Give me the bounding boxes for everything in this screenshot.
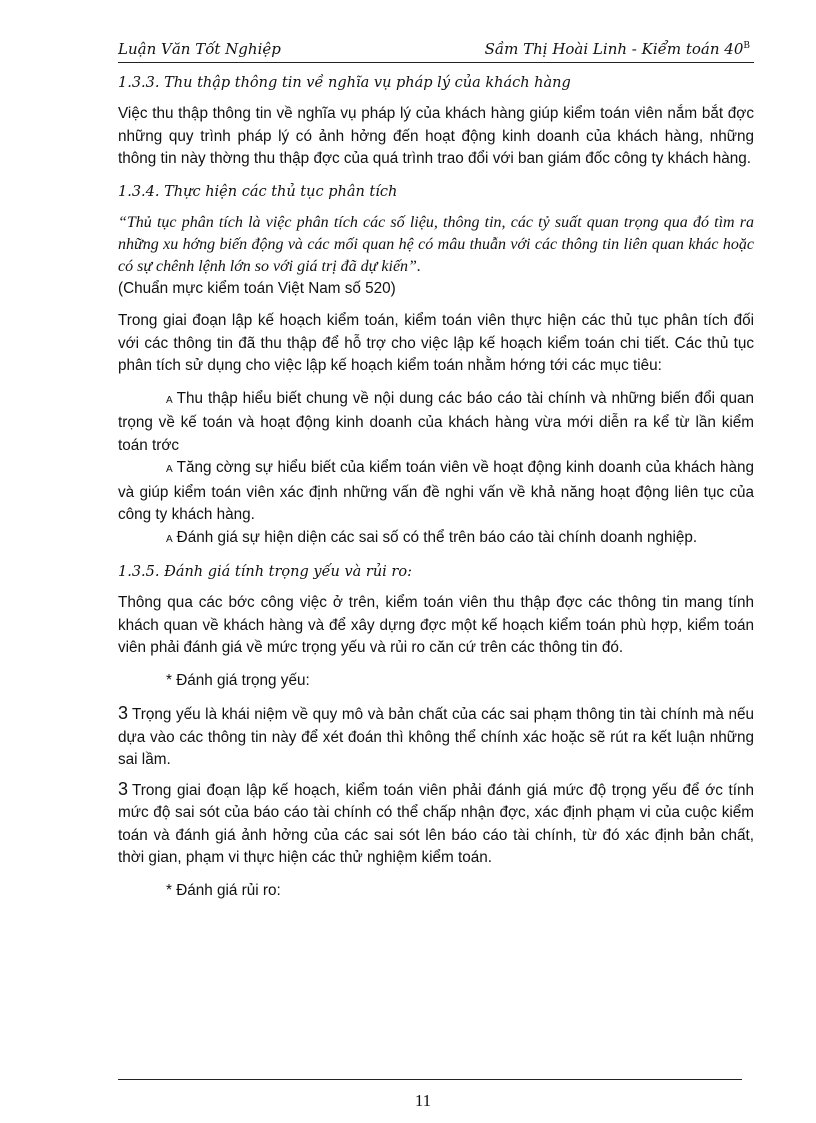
header-author-text: Sầm Thị Hoài Linh - Kiểm toán 40	[484, 40, 744, 58]
section-heading-1-3-3: 1.3.3. Thu thập thông tin về nghĩa vụ pháp lý của khách hàng	[118, 75, 571, 91]
paragraph-text: Trọng yếu là khái niệm về quy mô và bản chất của các sai phạm thông tin tài chính mà nếu dựa vào các thông tin này để xét đoán thì không thể chính xác hoặc sẽ rút ra kết luận những sai lầm.	[118, 706, 754, 768]
header-thesis-label: Luận Văn Tốt Nghiệp	[118, 40, 281, 58]
paragraph: Thông qua các bớc công việc ở trên, kiểm toán viên thu thập đợc các thông tin mang tính khách quan về khách hàng và để xây dựng đợc một kế hoạch kiểm toán phù hợp, kiểm toán viên phải đánh giá về mức trọng yếu và rủi ro căn cứ trên các thông tin đó.	[118, 594, 754, 656]
quote-paragraph: “Thủ tục phân tích là việc phân tích các số liệu, thông tin, các tỷ suất quan trọng qua đó tìm ra những xu hớng biến động và các mối quan hệ có mâu thuẫn với các thông tin liên quan khác hoặc có sự chênh lệnh lớn so với giá trị đã dự kiến”.	[118, 213, 754, 275]
page-number: 11	[414, 1091, 432, 1110]
subheading-materiality: * Đánh giá trọng yếu:	[166, 671, 310, 689]
bullet-mark: A	[166, 464, 173, 475]
bullet-item	[118, 457, 754, 527]
paragraph-mark: 3	[118, 778, 129, 799]
section-heading-1-3-4: 1.3.4. Thực hiện các thủ tục phân tích	[118, 183, 398, 200]
paragraph: Trong giai đoạn lập kế hoạch kiểm toán, kiểm toán viên thực hiện các thủ tục phân tích đối với các thông tin đã thu thập để hỗ trợ cho việc lập kế hoạch kiểm toán chi tiết. Các thủ tục phân tích sử dụng cho việc lập kế hoạch kiểm toán nhằm hớng tới các mục tiêu:	[118, 312, 754, 374]
numbered-paragraph	[118, 702, 754, 772]
section-heading-1-3-5: 1.3.5. Đánh giá tính trọng yếu và rủi ro:	[118, 564, 412, 580]
bullet-text: Đánh giá sự hiện diện các sai số có thể trên báo cáo tài chính doanh nghiệp.	[176, 528, 698, 546]
header-author	[485, 40, 750, 58]
footer-divider	[118, 1079, 742, 1080]
quote-citation: (Chuẩn mực kiểm toán Việt Nam số 520)	[118, 279, 396, 297]
bullet-mark: A	[166, 394, 173, 406]
bullet-item	[118, 527, 754, 552]
page-body	[118, 72, 754, 912]
bullet-item	[118, 388, 754, 458]
page-header	[118, 38, 754, 63]
numbered-paragraph	[118, 778, 754, 870]
bullet-mark: A	[166, 533, 173, 545]
paragraph-mark: 3	[118, 703, 129, 723]
subheading-risk: * Đánh giá rủi ro:	[166, 881, 281, 899]
bullet-text: Tăng cờng sự hiểu biết của kiểm toán viên về hoạt động kinh doanh của khách hàng và giúp kiểm toán viên xác định những vấn đề nghi vấn về khả năng hoạt động liên tục của công ty khách hàng.	[118, 459, 754, 523]
paragraph-text: Trong giai đoạn lập kế hoạch, kiểm toán viên phải đánh giá mức độ trọng yếu để ớc tính mức độ sai sót của báo cáo tài chính có thể chấp nhận đợc, xác định phạm vi của cuộc kiểm toán và đánh giá ảnh hởng của các sai sót lên báo cáo tài chính, từ đó xác định bản chất, thời gian, phạm vi thực hiện các thử nghiệm kiểm toán.	[118, 781, 754, 866]
paragraph: Việc thu thập thông tin về nghĩa vụ pháp lý của khách hàng giúp kiểm toán viên nắm bắt đợc những quy trình pháp lý có ảnh hởng đến hoạt động kinh doanh của khách hàng, những thông tin này thờng thu thập đợc của quá trình trao đổi với ban giám đốc công ty khách hàng.	[118, 105, 754, 167]
bullet-text: Thu thập hiểu biết chung về nội dung các báo cáo tài chính và những biến đổi quan trọng về kế toán và hoạt động kinh doanh của khách hàng vừa mới diễn ra kể từ lần kiểm toán trớc	[118, 389, 754, 454]
header-author-class-sup: B	[743, 41, 750, 51]
